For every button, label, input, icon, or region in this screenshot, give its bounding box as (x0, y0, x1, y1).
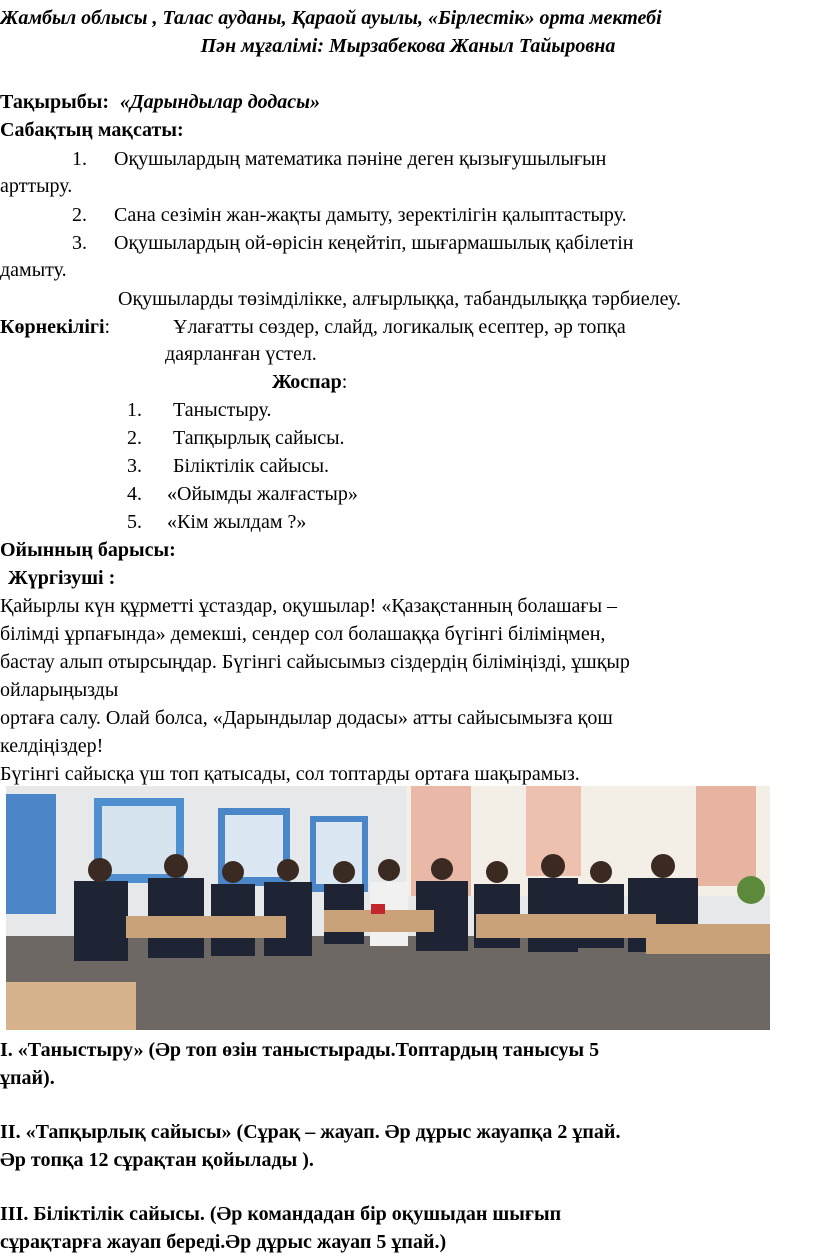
goal-number: 1. (72, 148, 87, 170)
progress-heading: Ойынның барысы: (0, 539, 176, 561)
goal-item-1 (72, 147, 606, 171)
plan-item-5 (127, 510, 306, 534)
round-2-line-2: Әр топқа 12 сұрақтан қойылады ). (0, 1149, 314, 1171)
round-3-line-2: сұрақтарға жауап береді.Әр дұрыс жауап 5 ұпай.) (0, 1231, 447, 1253)
para-line-6: келдіңіздер! (0, 735, 104, 757)
goals-heading: Сабақтың мақсаты: (0, 119, 184, 141)
visuals-line (0, 315, 110, 339)
plan-heading: Жоспар (272, 371, 342, 393)
plan-text: Таныстыру. (173, 399, 272, 421)
para-line-7: Бүгінгі сайысқа үш топ қатысады, сол топтарды ортаға шақырамыз. (0, 763, 580, 785)
goal-item-1-cont: арттыру. (0, 175, 73, 197)
para-line-1: Қайырлы күн құрметті ұстаздар, оқушылар! «Қазақстанның болашағы – (0, 595, 618, 617)
plan-item-2 (127, 426, 345, 450)
round-1-line-2: ұпай). (0, 1067, 55, 1089)
para-line-3: бастау алып отырсыңдар. Бүгінгі сайысымыз сіздердің біліміңізді, ұшқыр (0, 651, 630, 673)
plan-text: «Кім жылдам ?» (167, 511, 307, 533)
round-1-line-1: І. «Таныстыру» (Әр топ өзін таныстырады.Топтардың танысуы 5 (0, 1039, 600, 1061)
topic-label: Тақырыбы: (0, 91, 109, 113)
school-line: Жамбыл облысы , Талас ауданы, Қараой ауылы, «Бірлестік» орта мектебі (0, 7, 662, 29)
plan-number: 1. (127, 399, 142, 421)
plan-colon: : (341, 371, 348, 393)
para-line-4: ойларыңызды (0, 679, 119, 701)
goal-item-3-cont: дамыту. (0, 259, 67, 281)
plan-text: «Ойымды жалғастыр» (167, 483, 358, 505)
visuals-label: Көрнекілігі (0, 316, 105, 338)
goal-item-3 (72, 231, 634, 255)
visuals-text-1: Ұлағатты сөздер, слайд, логикалық есептер, әр топқа (173, 316, 626, 338)
visuals-colon: : (104, 316, 111, 338)
plan-item-3 (127, 454, 329, 478)
para-line-5: ортаға салу. Олай болса, «Дарындылар додасы» атты сайысымызға қош (0, 707, 613, 729)
goal-text: Оқушылардың математика пәніне деген қызығушылығын (114, 148, 607, 170)
plan-item-4 (127, 482, 358, 506)
goal-text: Оқушылардың ой-өрісін кеңейтіп, шығармашылық қабілетін (114, 232, 634, 254)
classroom-photo (6, 786, 770, 1030)
plan-item-1 (127, 398, 272, 422)
para-line-2: білімді ұрпағында» демекші, сендер сол болашаққа бүгінгі біліміңмен, (0, 623, 606, 645)
goal-text: Сана сезімін жан-жақты дамыту, зеректілігін қалыптастыру. (114, 204, 627, 226)
plan-heading-line (272, 370, 347, 394)
topic-value: «Дарындылар додасы» (120, 91, 321, 113)
topic-line (0, 90, 320, 114)
host-label: Жүргізуші : (8, 567, 116, 589)
goal-item-2 (72, 203, 627, 227)
plan-number: 4. (127, 483, 142, 505)
teacher-line: Пән мұғалімі: Мырзабекова Жаныл Тайыровна (200, 35, 616, 57)
goal-number: 3. (72, 232, 87, 254)
plan-number: 3. (127, 455, 142, 477)
classroom-photo-illustration (6, 786, 770, 1030)
visuals-text-2: даярланған үстел. (165, 343, 317, 365)
goal-extra: Оқушыларды төзімділікке, алғырлыққа, табандылыққа тәрбиелеу. (118, 288, 681, 310)
round-2-line-1: ІІ. «Тапқырлық сайысы» (Сұрақ – жауап. Әр дұрыс жауапқа 2 ұпай. (0, 1121, 621, 1143)
round-3-line-1: ІІІ. Біліктілік сайысы. (Әр командадан бір оқушыдан шығып (0, 1203, 562, 1225)
plan-number: 5. (127, 511, 142, 533)
plan-text: Тапқырлық сайысы. (173, 427, 345, 449)
plan-text: Біліктілік сайысы. (173, 455, 330, 477)
plan-number: 2. (127, 427, 142, 449)
goal-number: 2. (72, 204, 87, 226)
